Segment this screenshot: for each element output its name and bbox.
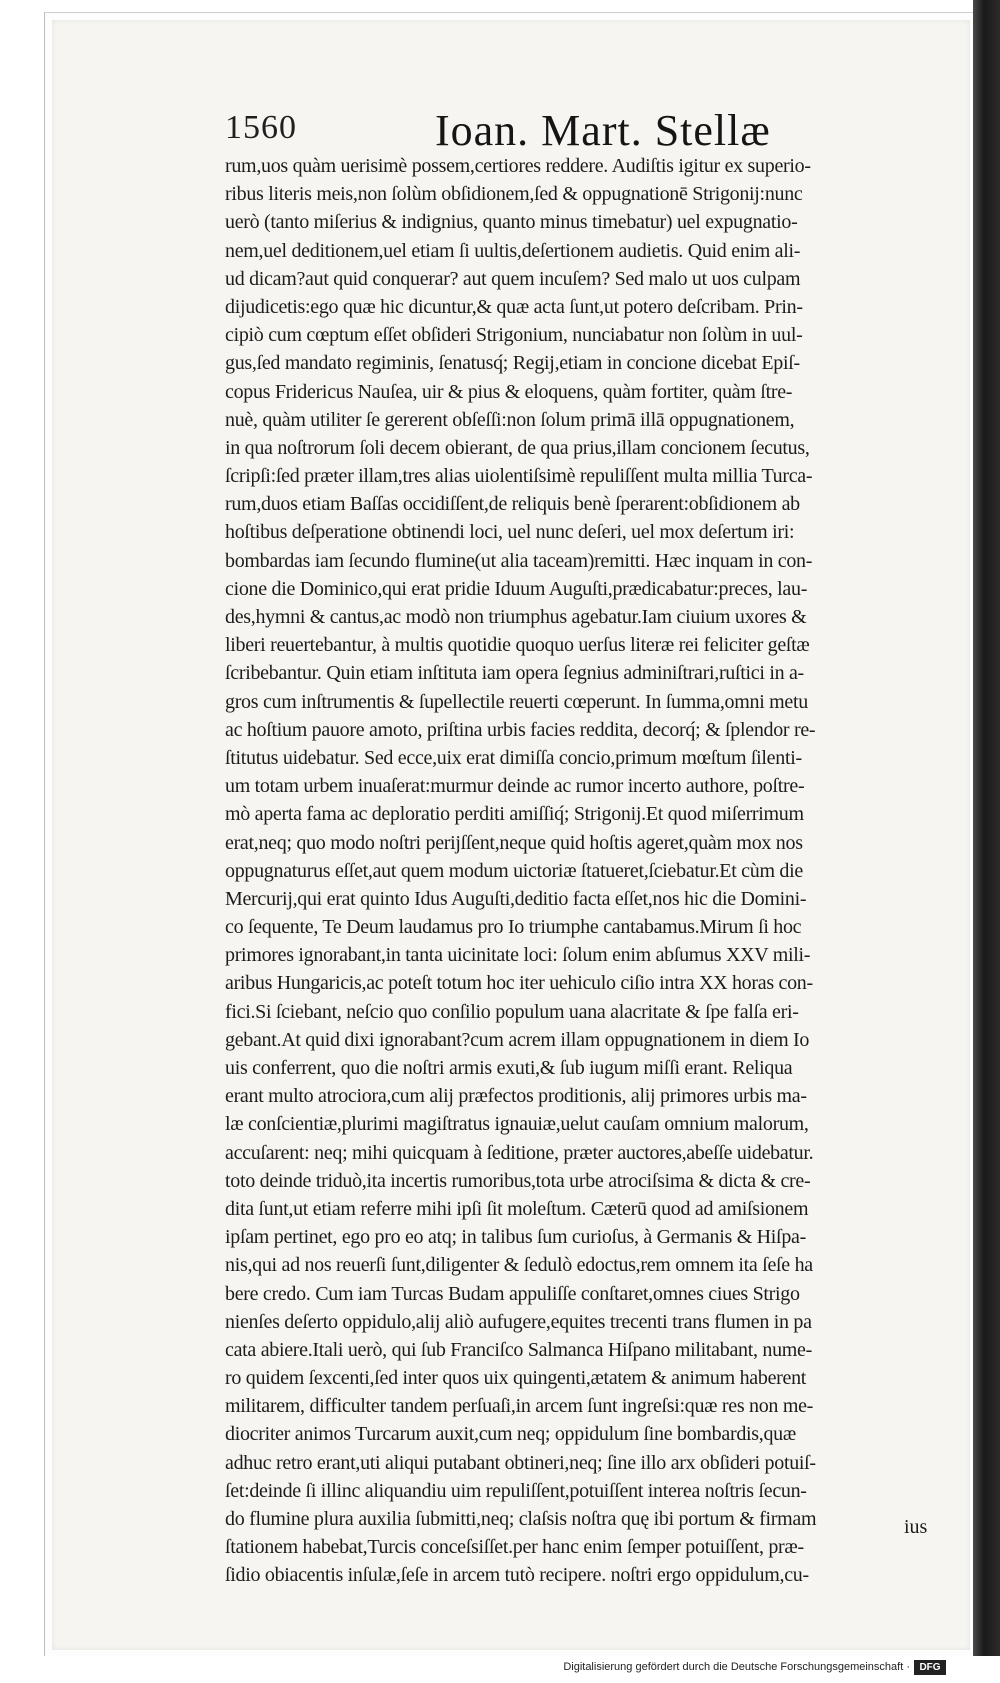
funding-notice: Digitalisierung gefördert durch die Deutsche Forschungsgemeinschaft · [563, 1661, 910, 1673]
text-line: uerò (tanto miſerius & indignius, quanto minus timebatur) uel expugnatio- [225, 211, 798, 234]
text-line: ſtationem habebat,Turcis conceſsiſſet.per hanc enim ſemper potuiſſent, præ- [225, 1536, 804, 1559]
catchword: ius [904, 1516, 928, 1538]
text-line: um totam urbem inuaſerat:murmur deinde ac rumor incerto authore, poſtre- [225, 775, 805, 798]
text-line: toto deinde triduò,ita incertis rumoribus,tota urbe atrociſsima & dicta & cre- [225, 1169, 811, 1192]
text-line: Mercurij,qui erat quinto Idus Auguſti,deditio facta eſſet,nos hic die Domini- [225, 887, 807, 910]
text-line: oppugnaturus eſſet,aut quem modum uictoriæ ſtatueret,ſciebatur.Et cùm die [225, 859, 803, 882]
text-line: nuè, quàm utiliter ſe gererent obſeſſi:non ſolum primā illā oppugnationem, [225, 408, 795, 431]
body-text [225, 152, 960, 1590]
text-line: nis,qui ad nos reuerſi ſunt,diligenter & ſedulò edoctus,rem omnem ita ſeſe ha [225, 1254, 813, 1277]
text-line: ro quidem ſexcenti,ſed inter quos uix quingenti,ætatem & animum haberent [225, 1367, 807, 1390]
text-line: hoſtibus deſperatione obtinendi loci, uel nunc deſeri, uel mox deſertum iri: [225, 521, 795, 544]
text-line: liberi reuertebantur, à multis quotidie quoquo uerſus literæ rei feliciter geſtæ [225, 634, 810, 657]
text-line: ud dicam?aut quid conquerar? aut quem incuſem? Sed malo ut uos culpam [225, 267, 801, 290]
text-line: do flumine plura auxilia ſubmitti,neq; claſsis noſtra quę ibi portum & firmam [225, 1508, 817, 1530]
text-line: accuſarent: neq; mihi quicquam à ſeditione, præter auctores,abeſſe uidebatur. [225, 1141, 814, 1164]
text-line: ſet:deinde ſi illinc aliquandiu uim repuliſſent,potuiſſent interea noſtris ſecun- [225, 1479, 807, 1502]
text-line: copus Fridericus Nauſea, uir & pius & eloquens, quàm fortiter, quàm ſtre- [225, 380, 793, 403]
text-line: rum,uos quàm uerisimè possem,certiores reddere. Audiſtis igitur ex superio- [225, 155, 811, 177]
text-line: cione die Dominico,qui erat pridie Iduum Auguſti,prædicabatur:preces, lau- [225, 577, 808, 600]
text-line: co ſequente, Te Deum laudamus pro Io triumphe cantabamus.Mirum ſi hoc [225, 916, 802, 939]
text-line: ribus literis meis,non ſolùm obſidionem,ſed & oppugnationē Strigonij:nunc [225, 183, 803, 206]
text-line: læ conſcientiæ,plurimi magiſtratus ignauiæ,uelut cauſam omnium malorum, [225, 1113, 809, 1136]
text-line: bere credo. Cum iam Turcas Budam appuliſſe conſtaret,omnes ciues Strigo [225, 1282, 800, 1305]
text-line: cata abiere.Itali uerò, qui ſub Franciſco Salmanca Hiſpano militabant, nume- [225, 1338, 812, 1361]
text-line: aribus Hungaricis,ac poteſt totum hoc iter uehiculo ciſio intra XX horas con- [225, 972, 813, 995]
text-line: des,hymni & cantus,ac modò non triumphus agebatur.Iam ciuium uxores & [225, 606, 807, 628]
text-line: rum,duos etiam Baſſas occidiſſent,de reliquis benè ſperarent:obſidionem ab [225, 493, 800, 516]
text-line: ſcripſi:ſed præter illam,tres alias uiolentiſsimè repuliſſent multa millia Turca- [225, 465, 813, 488]
text-line: dijudicetis:ego quæ hic dicuntur,& quæ acta ſunt,ut potero deſcribam. Prin- [225, 295, 803, 318]
text-line: in qua noſtrorum ſoli decem obierant, de qua prius,illam concionem ſecutus, [225, 436, 810, 459]
text-line: gros cum inſtrumentis & ſupellectile reuerti cœperunt. In ſumma,omni metu [225, 690, 808, 713]
text-line: ſidio obiacentis inſulæ,ſeſe in arcem tutò recipere. noſtri ergo oppidulum,cu- [225, 1564, 809, 1587]
text-line: ſcribebantur. Quin etiam inſtituta iam opera ſegnius adminiſtrari,ruſtici in a- [225, 662, 804, 685]
footer-bar [0, 1658, 1000, 1683]
text-line: erat,neq; quo modo noſtri perijſſent,neque quid hoſtis ageret,quàm mox nos [225, 831, 803, 854]
book-spine-edge [973, 0, 1000, 1656]
text-line: cipiò cum cœptum eſſet obſideri Strigonium, nunciabatur non ſolùm in uul- [225, 324, 803, 347]
text-line: militarem, difficulter tandem perſuaſi,in arcem ſunt ingreſsi:quæ res non me- [225, 1395, 814, 1418]
text-line: nem,uel deditionem,uel etiam ſi uultis,deſertionem audietis. Quid enim ali- [225, 239, 801, 262]
text-line: erant multo atrociora,cum alij præfectos proditionis, alij primores urbis ma- [225, 1085, 807, 1108]
text-line: uis conferrent, quo die noſtri armis exuti,& ſub iugum miſſi erant. Reliqua [225, 1057, 793, 1079]
text-line: mò aperta fama ac deploratio perditi amiſſiq́; Strigonij.Et quod miſerrimum [225, 803, 804, 826]
text-line: fici.Si ſciebant, neſcio quo conſilio populum uana alacritate & ſpe falſa eri- [225, 1000, 799, 1023]
text-line: diocriter animos Turcarum auxit,cum neq; oppidulum ſine bombardis,quæ [225, 1423, 796, 1446]
running-title: Ioan. Mart. Stellæ [435, 106, 771, 155]
page-number: 1560 [225, 109, 297, 146]
text-line: ſtitutus uidebatur. Sed ecce,uix erat dimiſſa concio,primum mœſtum ſilenti- [225, 746, 802, 769]
text-line: adhuc retro erant,uti aliqui putabant obtineri,neq; ſine illo arx obſideri potuiſ- [225, 1451, 816, 1474]
text-line: bombardas iam ſecundo flumine(ut alia taceam)remitti. Hæc inquam in con- [225, 549, 813, 572]
text-line: nienſes deſerto oppidulo,alij aliò aufugere,equites trecenti trans flumen in pa [225, 1310, 812, 1333]
text-line: ipſam pertinet, ego pro eo atq; in talibus ſum curioſus, à Germanis & Hiſpa- [225, 1226, 806, 1249]
text-line: gebant.At quid dixi ignorabant?cum acrem illam oppugnationem in diem Io [225, 1028, 810, 1051]
text-line: dita ſunt,ut etiam referre mihi ipſi ſit moleſtum. Cæterū quod ad amiſsionem [225, 1197, 809, 1220]
text-line: ac hoſtium pauore amoto, priſtina urbis facies reddita, decorq́; & ſplendor re- [225, 718, 816, 741]
text-line: gus,ſed mandato regiminis, ſenatusq́; Regij,etiam in concione dicebat Epiſ- [225, 352, 800, 375]
text-line: primores ignorabant,in tanta uicinitate loci: ſolum enim abſumus XXV mili- [225, 944, 811, 967]
dfg-logo: DFG [914, 1660, 946, 1675]
